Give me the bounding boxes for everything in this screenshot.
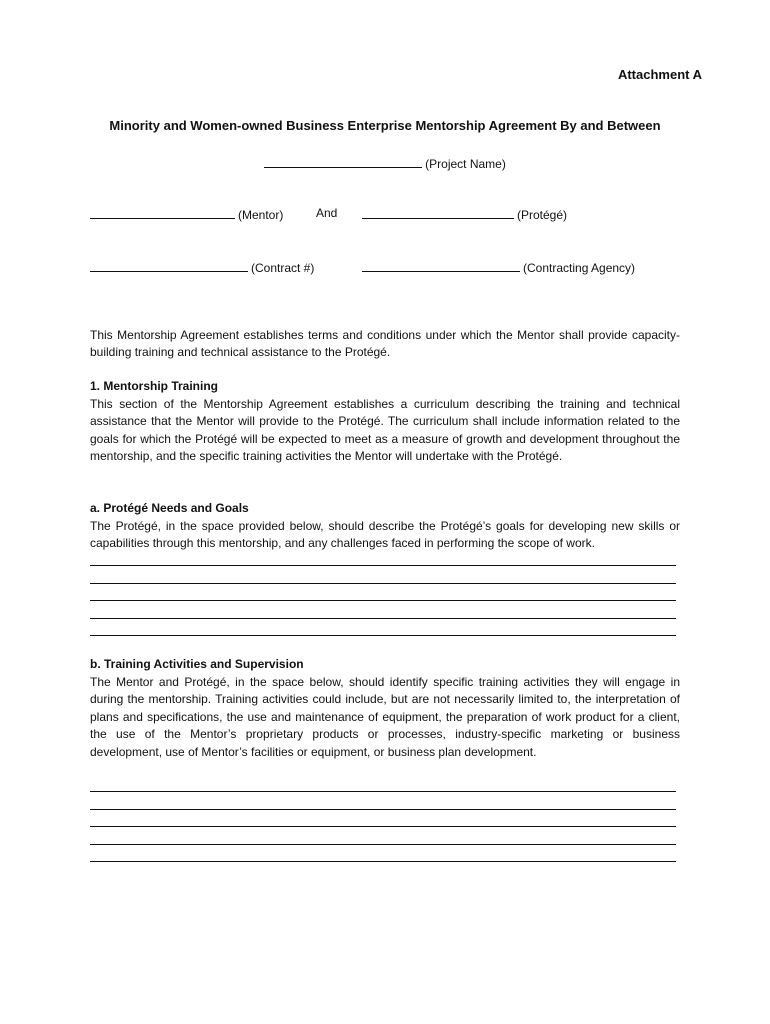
agency-blank[interactable] bbox=[362, 259, 520, 272]
section-1-heading: 1. Mentorship Training bbox=[90, 379, 219, 393]
document-title: Minority and Women-owned Business Enterprise Mentorship Agreement By and Between bbox=[109, 118, 661, 133]
activities-answer-line[interactable] bbox=[90, 809, 676, 810]
contract-label: (Contract #) bbox=[251, 261, 315, 275]
goals-answer-line[interactable] bbox=[90, 635, 676, 636]
protege-label: (Protégé) bbox=[517, 208, 568, 222]
project-name-blank[interactable] bbox=[264, 155, 422, 168]
goals-answer-line[interactable] bbox=[90, 600, 676, 601]
and-label: And bbox=[316, 206, 338, 220]
project-name-label: (Project Name) bbox=[425, 157, 506, 171]
project-name-row bbox=[0, 155, 770, 171]
mentor-label: (Mentor) bbox=[238, 208, 284, 222]
section-a-heading: a. Protégé Needs and Goals bbox=[90, 501, 249, 515]
section-1-body: This section of the Mentorship Agreement establishes a curriculum describing the training and technical assistance that the Mentor will provide to the Protégé. The curriculum shall include information related to the goals for which the Protégé will be expected to meet as a measure of growth and development throughout the mentorship, and the specific training activities the Mentor will undertake with the Protégé. bbox=[90, 397, 680, 464]
section-a-body: The Protégé, in the space provided below, should describe the Protégé’s goals for developing new skills or capabilities through this mentorship, and any challenges faced in performing the scope of work. bbox=[90, 519, 680, 551]
mentor-blank[interactable] bbox=[90, 206, 235, 219]
contract-blank[interactable] bbox=[90, 259, 248, 272]
activities-answer-line[interactable] bbox=[90, 844, 676, 845]
activities-answer-line[interactable] bbox=[90, 861, 676, 862]
agency-row bbox=[362, 259, 635, 275]
intro-paragraph: This Mentorship Agreement establishes terms and conditions under which the Mentor shall provide capacity-building training and technical assistance to the Protégé. bbox=[90, 328, 680, 360]
protege-blank[interactable] bbox=[362, 206, 514, 219]
goals-answer-line[interactable] bbox=[90, 583, 676, 584]
section-b-heading: b. Training Activities and Supervision bbox=[90, 657, 304, 671]
section-b-body: The Mentor and Protégé, in the space below, should identify specific training activities they will engage in during the mentorship. Training activities could include, but are not necessarily limited to, the interpretation of plans and specifications, the use and maintenance of equipment, the preparation of work product for a client, the use of the Mentor’s proprietary products or processes, industry-specific marketing or business development, use of Mentor’s facilities or equipment, or business plan development. bbox=[90, 675, 680, 759]
activities-answer-line[interactable] bbox=[90, 826, 676, 827]
mentor-row bbox=[90, 206, 283, 222]
activities-answer-line[interactable] bbox=[90, 791, 676, 792]
protege-row bbox=[362, 206, 567, 222]
goals-answer-line[interactable] bbox=[90, 565, 676, 566]
attachment-label: Attachment A bbox=[617, 67, 702, 82]
agency-label: (Contracting Agency) bbox=[523, 261, 636, 275]
contract-row bbox=[90, 259, 314, 275]
goals-answer-line[interactable] bbox=[90, 618, 676, 619]
